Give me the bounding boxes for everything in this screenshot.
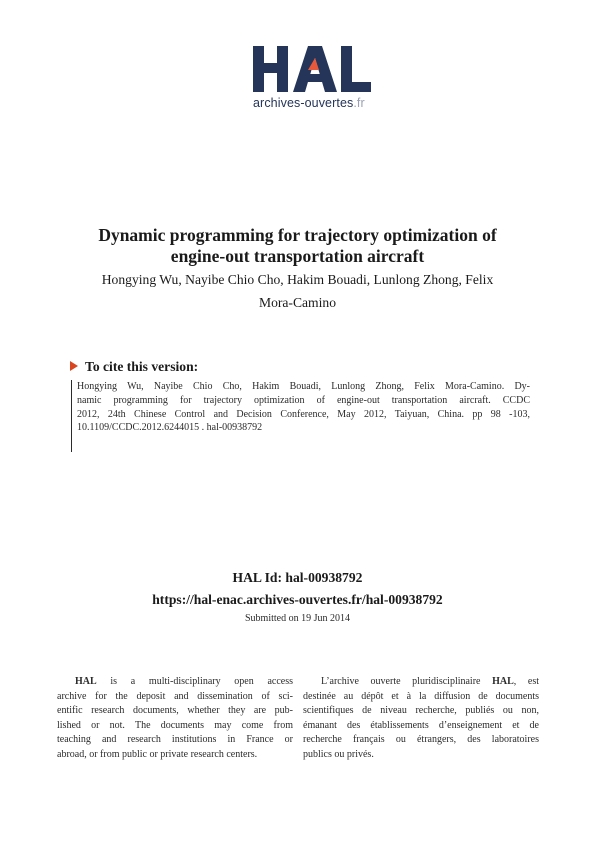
notice-line: scientifiques de niveau recherche, publiés ou non,: [303, 705, 539, 717]
citation-line: 10.1109/CCDC.2012.6244015 . hal-00938792: [77, 422, 263, 434]
hal-identifier: [0, 567, 595, 611]
citation-line: 2012, 24th Chinese Control and Decision Conference, May 2012, Taiyuan, China. pp 98 -103,: [77, 408, 530, 420]
citation-line: Hongying Wu, Nayibe Chio Cho, Hakim Bouadi, Lunlong Zhong, Felix Mora-Camino. Dy-: [77, 381, 530, 392]
hal-id-label: HAL Id: hal-00938792: [232, 570, 363, 585]
authors-line: Hongying Wu, Nayibe Chio Cho, Hakim Bouadi, Lunlong Zhong, Felix: [101, 272, 494, 287]
notice-line: publics ou privés.: [303, 748, 374, 760]
notice-line: L’archive ouverte pluridisciplinaire HAL, est: [321, 676, 540, 687]
hal-url-link[interactable]: https://hal-enac.archives-ouvertes.fr/hal-00938792: [152, 592, 443, 607]
paper-title-line: Dynamic programming for trajectory optimization of: [98, 225, 497, 245]
notice-line: entific research documents, whether they are pub-: [57, 705, 293, 717]
notice-line: destinée au dépôt et à la diffusion de documents: [303, 690, 539, 702]
notice-line: émanant des établissements d’enseignement et de: [303, 719, 539, 731]
triangle-bullet-icon: [70, 361, 78, 371]
hal-logo-text: archives-ouvertes.fr: [253, 96, 365, 110]
cite-heading: To cite this version:: [70, 359, 198, 375]
notice-line: abroad, or from public or private research centers.: [57, 748, 258, 760]
hal-logo-mark: [244, 44, 380, 94]
citation-text: [77, 380, 530, 435]
notice-line: recherche français ou étrangers, des laboratoires: [303, 734, 539, 746]
submission-date: Submitted on 19 Jun 2014: [244, 613, 350, 624]
notice-line: teaching and research institutions in France or: [57, 734, 293, 746]
paper-title-line: engine-out transportation aircraft: [170, 246, 425, 266]
paper-title: [40, 225, 555, 267]
notice-line: archive for the deposit and dissemination of sci-: [57, 690, 293, 702]
hal-logo: [244, 44, 380, 118]
paper-authors: [60, 268, 535, 314]
english-notice: [57, 675, 293, 763]
authors-line: Mora-Camino: [258, 295, 337, 310]
french-notice: [303, 675, 539, 763]
notice-line: lished or not. The documents may come from: [57, 719, 293, 731]
cite-rule: [71, 380, 72, 452]
citation-line: namic programming for trajectory optimization of engine-out transportation aircraft. CCDC: [77, 394, 530, 406]
notice-line: HAL is a multi-disciplinary open access: [75, 676, 293, 687]
